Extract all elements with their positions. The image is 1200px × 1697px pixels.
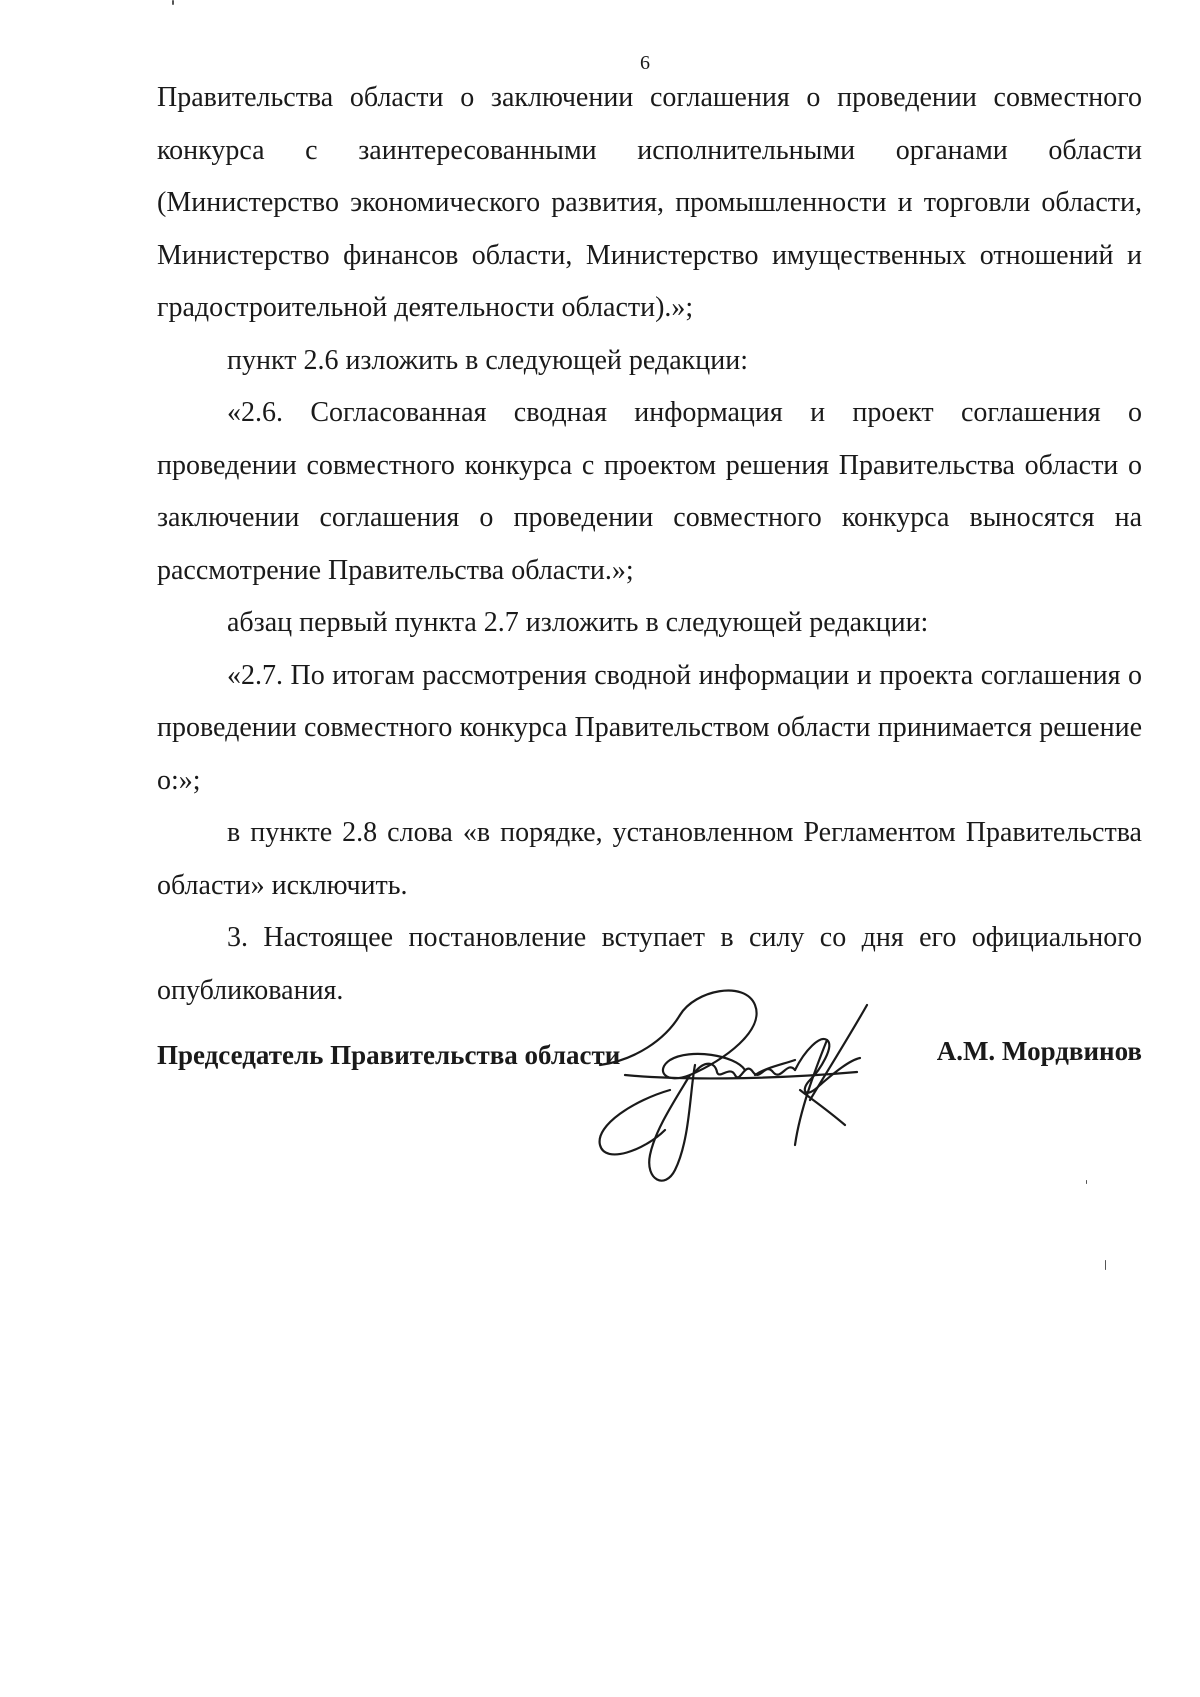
paragraph-effective-date: 3. Настоящее постановление вступает в силу со дня его официального опубликования. xyxy=(157,922,1142,1006)
paragraph-continuation: Правительства области о заключении соглашения о проведении совместного конкурса с заинтересованными исполнительными органами области (Министерство экономического развития, промышленности и торговли области, Министерство финансов области, Министерство имущественных отношений и градостроительной деятельности области).»; xyxy=(157,82,1142,323)
scan-mark xyxy=(1105,1260,1106,1270)
document-body xyxy=(157,72,1142,1017)
page-number: 6 xyxy=(640,52,650,74)
paragraph-item-2-7-intro: абзац первый пункта 2.7 изложить в следующей редакции: xyxy=(227,607,929,638)
signer-name: А.М. Мордвинов xyxy=(936,1036,1142,1066)
signer-title: Председатель Правительства области xyxy=(157,1040,621,1070)
scan-mark xyxy=(1086,1180,1087,1184)
paragraph-item-2-6-text: «2.6. Согласованная сводная информация и проект соглашения о проведении совместного конкурса с проектом решения Правительства области о заключении соглашения о проведении совместного конкурса выносятся на рассмотрение Правительства области.»; xyxy=(157,397,1142,586)
handwritten-signature xyxy=(595,980,955,1200)
paragraph-item-2-6-intro: пункт 2.6 изложить в следующей редакции: xyxy=(227,344,748,376)
paragraph-item-2-8: в пункте 2.8 слова «в порядке, установленном Регламентом Правительства области» исключить. xyxy=(157,817,1142,901)
scan-mark xyxy=(172,0,174,5)
paragraph-item-2-7-text: «2.7. По итогам рассмотрения сводной информации и проекта соглашения о проведении совместного конкурса Правительством области принимается решение о:»; xyxy=(157,659,1142,796)
